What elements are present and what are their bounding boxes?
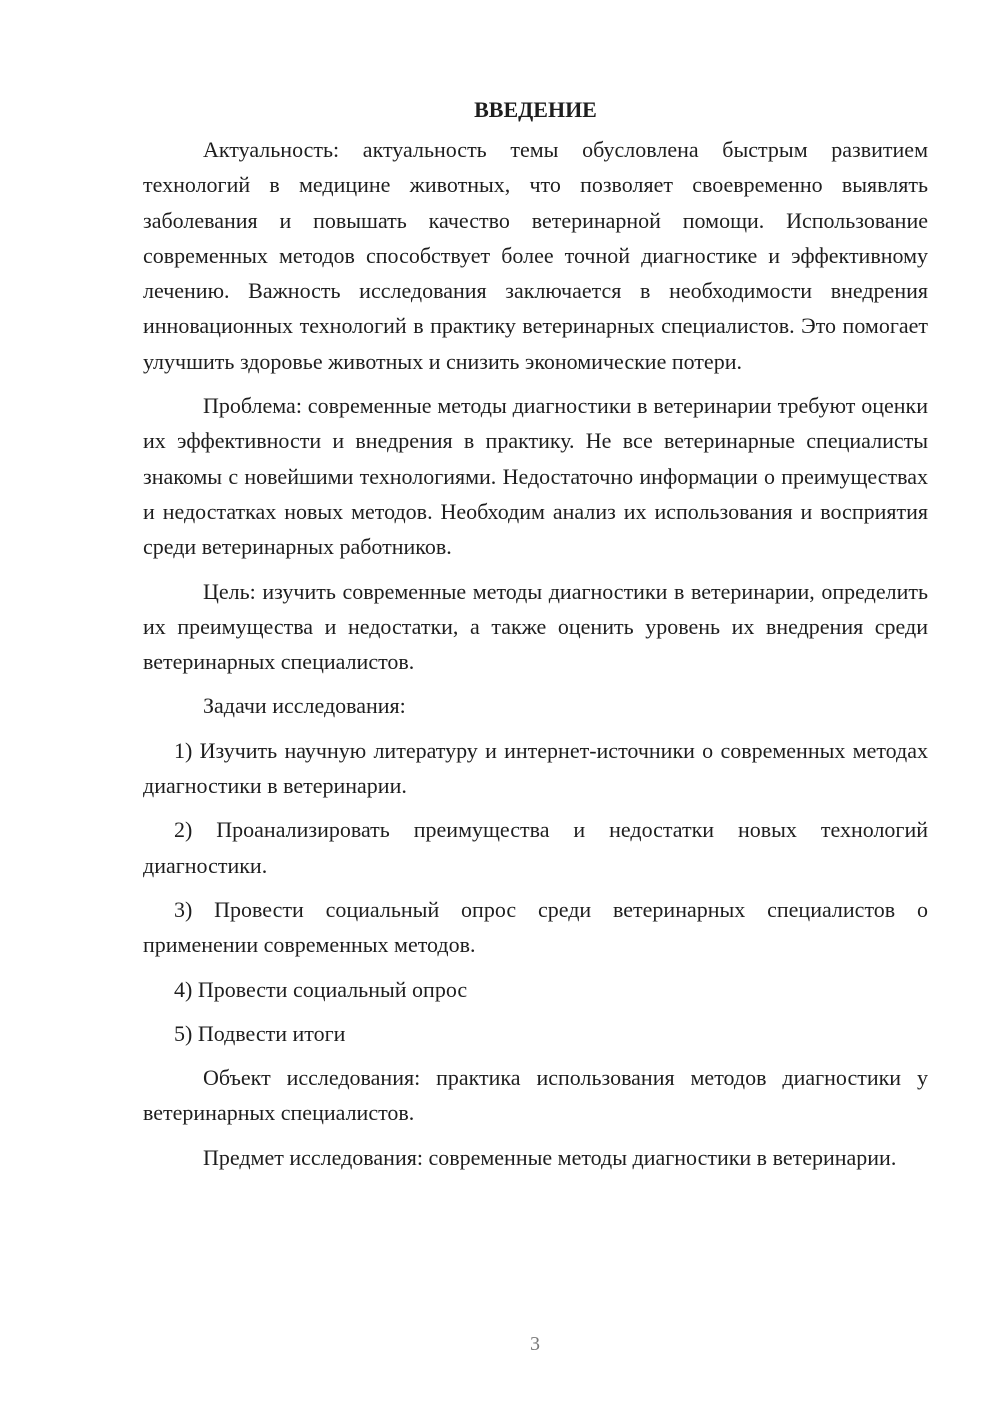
task-item-2: 2) Проанализировать преимущества и недостатки новых технологий диагностики. <box>143 817 928 878</box>
section-title: ВВЕДЕНИЕ <box>474 97 597 122</box>
task-item-3: 3) Провести социальный опрос среди ветеринарных специалистов о применении современных методов. <box>143 896 928 958</box>
paragraph-tasks-heading: Задачи исследования: <box>203 693 406 719</box>
paragraph-goal: Цель: изучить современные методы диагностики в ветеринарии, определить их преимущества и недостатки, а также оценить уровень их внедрения среди ветеринарных специалистов. <box>143 578 928 675</box>
task-item-5: 5) Подвести итоги <box>174 1020 346 1046</box>
paragraph-subject: Предмет исследования: современные методы диагностики в ветеринарии. <box>203 1144 897 1170</box>
paragraph-problem: Проблема: современные методы диагностики в ветеринарии требуют оценки их эффективности и внедрения в практику. Не все ветеринарные специалисты знакомы с новейшими технологиями. Недостаточно информации о преимуществах и недостатках новых методов. Необходим анализ их использования и восприятия среди ветеринарных работников. <box>143 393 928 560</box>
task-item-1: 1) Изучить научную литературу и интернет-источники о современных методах диагностики в ветеринарии. <box>143 737 928 799</box>
document-page <box>143 92 928 1184</box>
page-number: 3 <box>530 1333 540 1355</box>
paragraph-object: Объект исследования: практика использования методов диагностики у ветеринарных специалистов. <box>143 1065 928 1126</box>
paragraph-relevance: Актуальность: актуальность темы обусловлена быстрым развитием технологий в медицине животных, что позволяет своевременно выявлять заболевания и повышать качество ветеринарной помощи. Использование современных методов способствует более точной диагностике и эффективному лечению. Важность исследования заключается в необходимости внедрения инновационных технологий в практику ветеринарных специалистов. Это помогает улучшить здоровье животных и снизить экономические потери. <box>143 137 928 374</box>
task-item-4: 4) Провести социальный опрос <box>174 976 468 1002</box>
